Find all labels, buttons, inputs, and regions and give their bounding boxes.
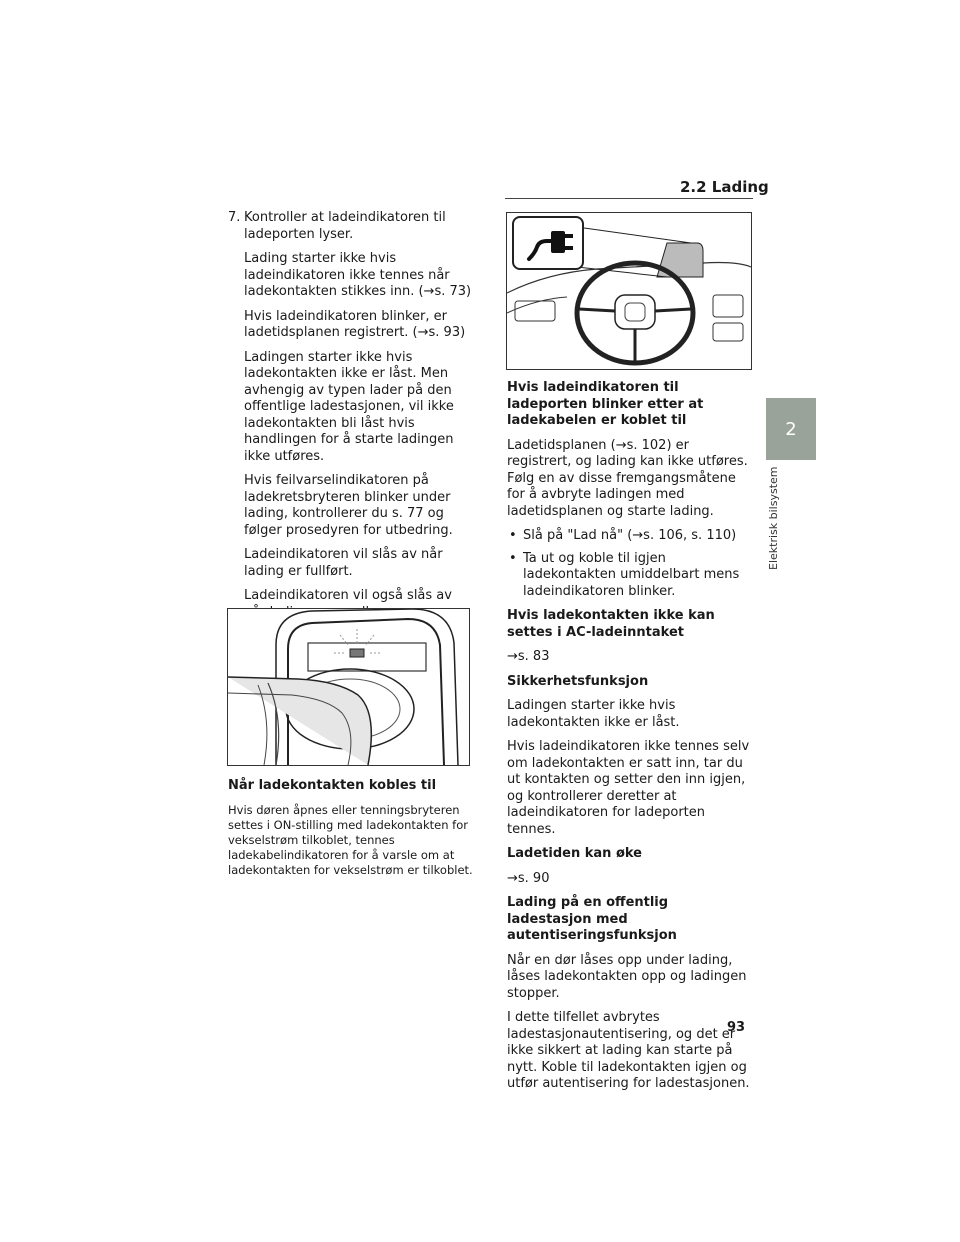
paragraph: Hvis feilvarselindikatoren på ladekretsbryteren blinker under lading, kontrollerer du s. 77 og følger prosedyren for utbedring. (244, 473, 453, 538)
paragraph: Hvis ladeindikatoren ikke tennes selv om ladekontakten er satt inn, tar du ut kontakten og setter den inn igjen, og kontrollerer deretter at ladeindikatoren for ladeporten tennes. (507, 739, 750, 837)
left-column (228, 210, 473, 662)
bullet-icon: • (509, 550, 517, 566)
paragraph: Lading starter ikke hvis ladeindikatoren ikke tennes når ladekontakten stikkes inn. (→s. 73) (244, 251, 472, 299)
header-divider (505, 198, 753, 199)
chapter-label: Elektrisk bilsystem (767, 466, 780, 570)
note-heading: Når ladekontakten kobles til (228, 778, 437, 793)
paragraph: Ladingen starter ikke hvis ladekontakten ikke er låst. (507, 698, 680, 730)
heading-public-station: Lading på en offentlig ladestasjon med autentiseringsfunksjon (507, 895, 677, 943)
step-text: Kontroller at ladeindikatoren til ladeporten lyser. (244, 210, 446, 242)
charging-port-connector-icon (228, 609, 469, 765)
paragraph: Ladeindikatoren vil også slås av (244, 588, 452, 603)
heading-blinking: Hvis ladeindikatoren til ladeporten blinker etter at ladekabelen er koblet til (507, 380, 704, 428)
charging-port-figure (227, 608, 470, 766)
list-item: • Ta ut og koble til igjen ladekontakten umiddelbart mens ladeindikatoren blinker. (509, 550, 740, 599)
page-reference: →s. 83 (507, 649, 550, 664)
page-number: 93 (727, 1020, 746, 1035)
chapter-number: 2 (785, 418, 797, 440)
chapter-tab[interactable] (766, 398, 816, 460)
dashboard-figure (506, 212, 752, 370)
paragraph: Ladetidsplanen (→s. 102) er registrert, og lading kan ikke utføres. Følg en av disse fremgangsmåtene for å avbryte ladingen med ladetidsplanen og starte lading. (507, 437, 748, 519)
step-7 (228, 210, 473, 243)
bullet-icon: • (509, 528, 517, 543)
page-reference: →s. 90 (507, 870, 550, 886)
note-text: Hvis døren åpnes eller tenningsbryteren settes i ON-stilling med ladekontakten for vekselstrøm tilkoblet, tennes ladekabelindikatoren for å varsle om at ladekontakten for vekselstrøm er tilkoblet. (228, 802, 473, 877)
note-block (228, 778, 473, 886)
heading-safety: Sikkerhetsfunksjon (507, 673, 649, 689)
step-number: 7. (228, 210, 241, 225)
paragraph: Hvis ladeindikatoren blinker, er ladetidsplanen registrert. (→s. 93) (244, 308, 466, 340)
heading-charge-time: Ladetiden kan øke (507, 846, 642, 861)
heading-ac-inlet: Hvis ladekontakten ikke kan settes i AC-ladeinntaket (507, 608, 715, 640)
dashboard-plug-indicator-icon (507, 213, 751, 369)
paragraph: Ladingen starter ikke hvis ladekontakten ikke er låst. Men avhengig av typen lader på den offentlige ladestasjonen, vil ikke ladekontakten bli låst hvis handlingen for å starte ladingen ikke utføres. (244, 349, 454, 464)
paragraph: Når en dør låses opp under lading, låses ladekontakten opp og ladingen stopper. (507, 952, 747, 1001)
paragraph: Ladeindikatoren vil slås av når lading er fullført. (244, 547, 443, 579)
section-title: 2.2 Lading (680, 178, 769, 196)
right-column (507, 380, 752, 1101)
list-item: • Slå på "Lad nå" (→s. 106, s. 110) (509, 528, 737, 543)
paragraph: I dette tilfellet avbrytes ladestasjonautentisering, og det er ikke sikkert at lading kan starte på nytt. Koble til ladekontakten igjen og utfør autentisering for ladestasjonen. (507, 1010, 750, 1091)
